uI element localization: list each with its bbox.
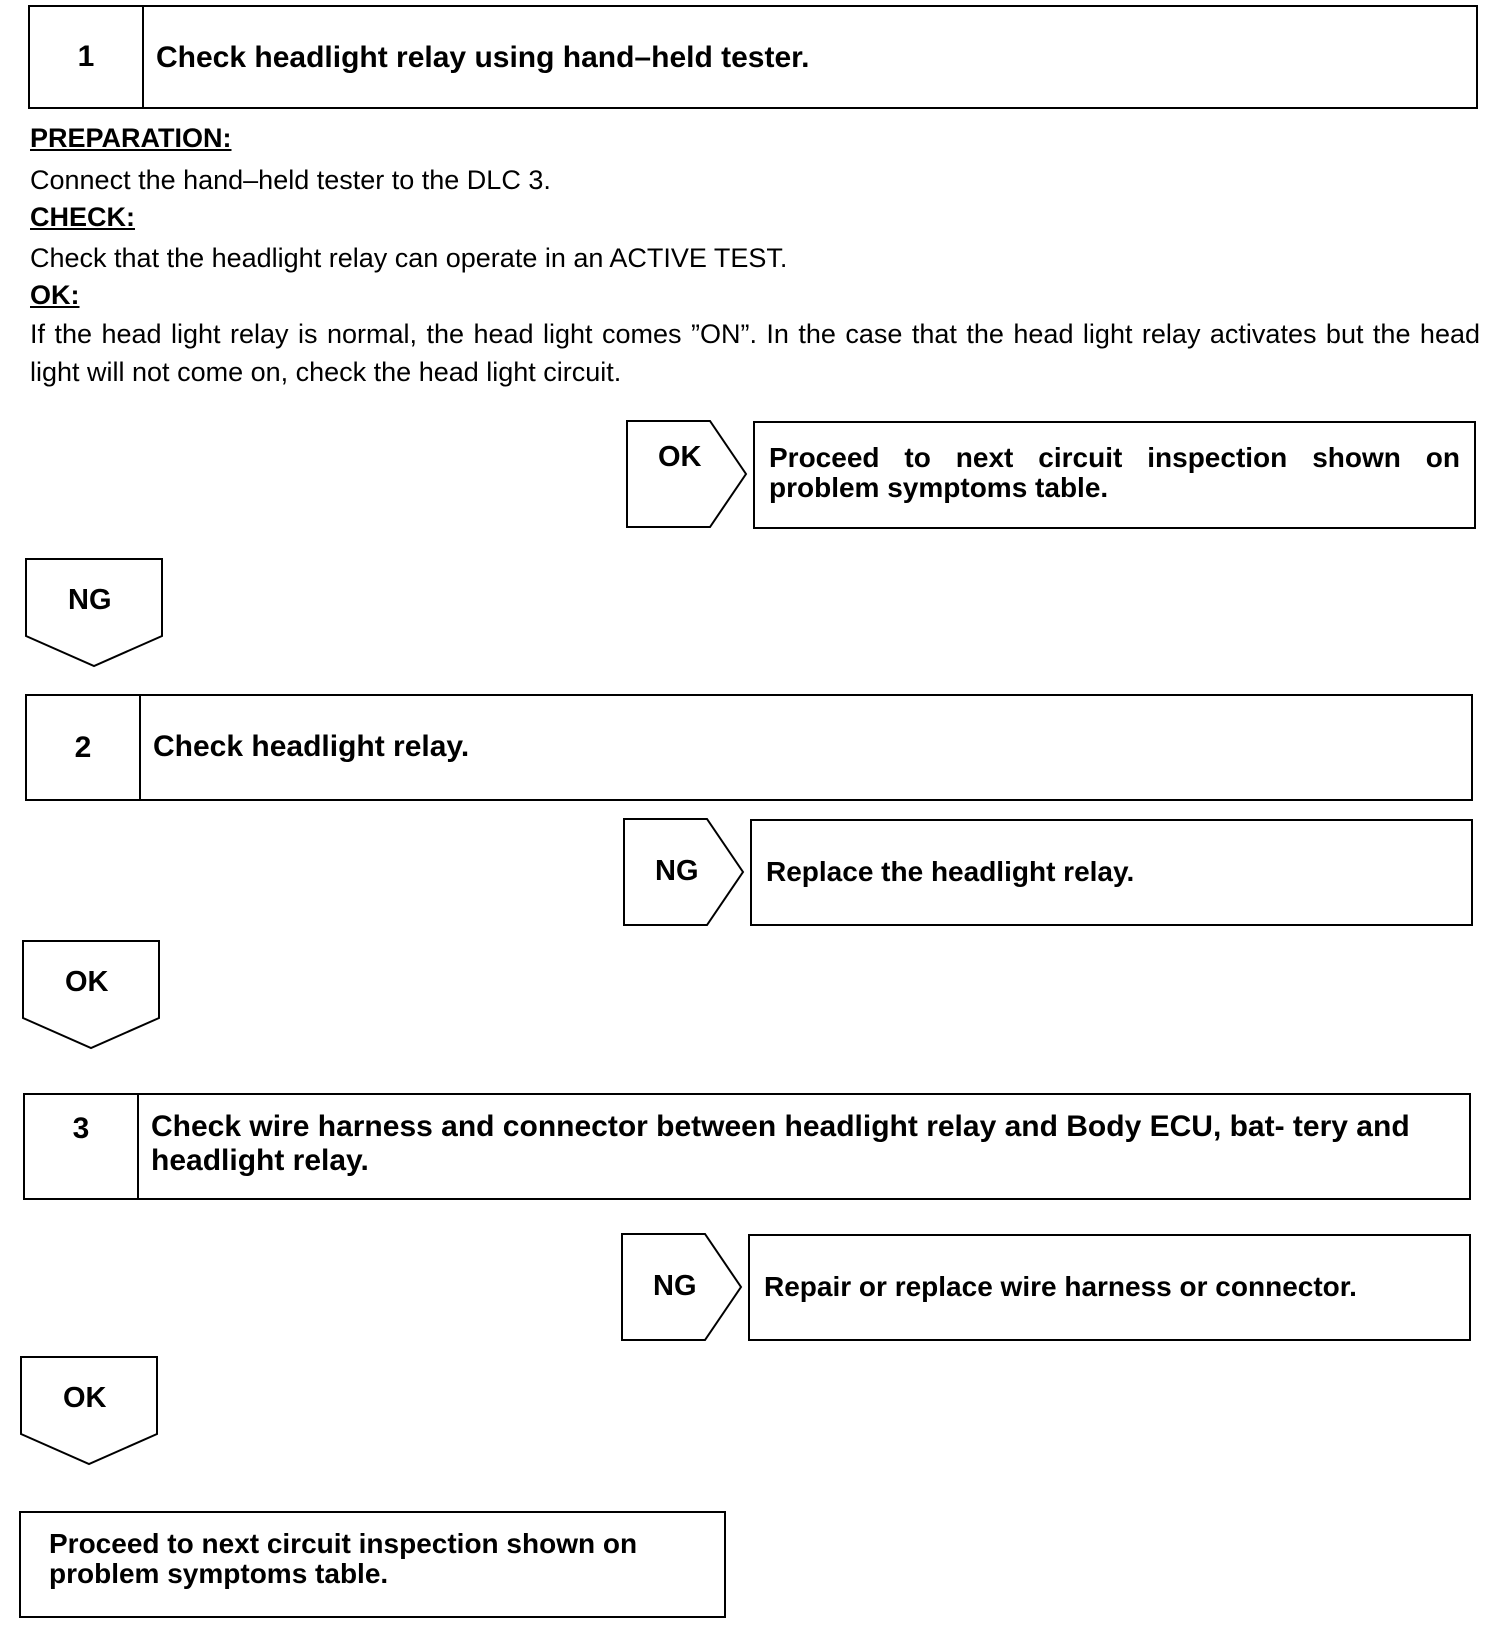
branch-tag-ng: NG — [655, 855, 699, 887]
branch-tag-ok: OK — [658, 441, 702, 473]
flow-tag-ok: OK — [63, 1382, 107, 1414]
check-label: CHECK: — [30, 202, 135, 232]
step-title: Check headlight relay. — [153, 730, 470, 763]
check-text: Check that the headlight relay can operate in an ACTIVE TEST. — [30, 243, 788, 273]
step-3-box — [23, 1093, 1471, 1200]
branch-result-box: Replace the headlight relay. — [750, 819, 1473, 926]
branch-tag-ng: NG — [653, 1270, 697, 1302]
flow-tag-ng: NG — [68, 584, 112, 616]
ok-label: OK: — [30, 280, 80, 310]
step-title: Check headlight relay using hand–held tester. — [156, 41, 810, 74]
step-1-box — [28, 5, 1478, 109]
branch-result-box: Repair or replace wire harness or connector. — [748, 1234, 1471, 1341]
step-number: 3 — [25, 1095, 139, 1198]
flow-tag-ok: OK — [65, 966, 109, 998]
step-2-box — [25, 694, 1473, 801]
step-number: 2 — [27, 696, 141, 799]
final-result-box: Proceed to next circuit inspection shown on problem symptoms table. — [19, 1511, 726, 1618]
branch-result-box: Proceed to next circuit inspection shown on problem symptoms table. — [753, 421, 1476, 529]
right-arrow-tag-icon — [626, 420, 748, 528]
ok-text: If the head light relay is normal, the head light comes ”ON”. In the case that the head light relay activates but the head light will not come on, check the head light circuit. — [30, 319, 1480, 387]
step-number: 1 — [30, 7, 144, 107]
preparation-label: PREPARATION: — [30, 123, 232, 153]
preparation-text: Connect the hand–held tester to the DLC 3. — [30, 165, 551, 195]
step-title: Check wire harness and connector between headlight relay and Body ECU, bat- tery and headlight relay. — [151, 1110, 1410, 1177]
